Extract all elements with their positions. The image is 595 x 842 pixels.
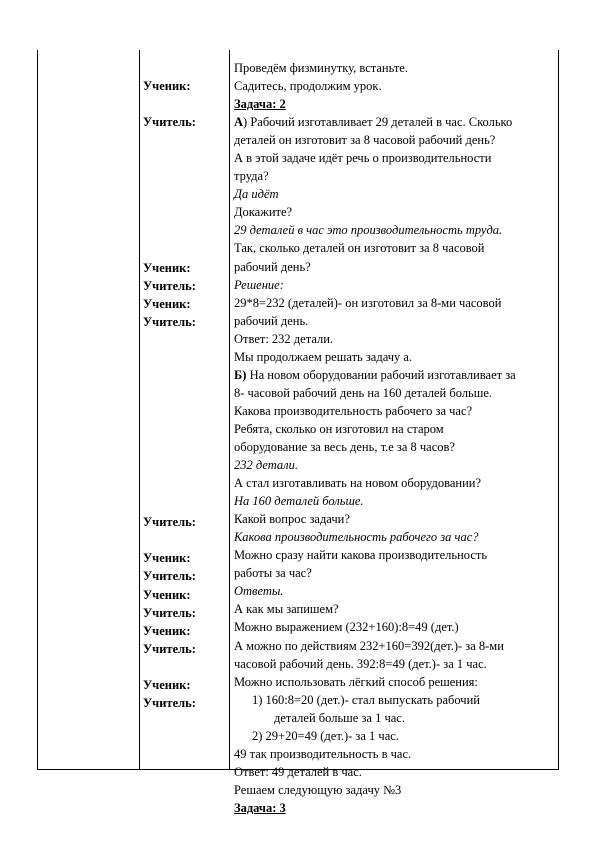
- task-heading: Задача: 3: [234, 800, 286, 815]
- student-answer: На 160 деталей больше.: [234, 494, 364, 509]
- text-line: оборудование за весь день, т.е за 8 часов?: [234, 439, 455, 454]
- text-line: 49 так производительность в час.: [234, 746, 412, 761]
- task-part-marker: А: [234, 115, 244, 130]
- table-border-right: [558, 50, 559, 770]
- text-line: Так, сколько деталей он изготовит за 8 часовой: [234, 241, 485, 256]
- text-line: рабочий день?: [234, 259, 311, 274]
- text-line: Садитесь, продолжим урок.: [234, 79, 382, 94]
- student-answer: 29 деталей в час это производительность труда.: [234, 223, 503, 238]
- role-label: Ученик:: [143, 551, 191, 565]
- task-heading: Задача: 2: [234, 97, 286, 112]
- text-line: рабочий день.: [234, 313, 309, 328]
- text-line: Какой вопрос задачи?: [234, 512, 350, 527]
- list-item: 1) 160:8=20 (дет.)- стал выпускать рабочий: [252, 692, 480, 707]
- role-label: Ученик:: [143, 588, 191, 602]
- text-line: Можно выражением (232+160):8=49 (дет.): [234, 620, 459, 635]
- role-label: Ученик:: [143, 79, 191, 93]
- text-line: Проведём физминутку, встаньте.: [234, 61, 408, 75]
- lesson-content: [234, 59, 556, 817]
- text-line: часовой рабочий день. 392:8=49 (дет.)- за 1 час.: [234, 656, 487, 671]
- list-item: 2) 29+20=49 (дет.)- за 1 час.: [252, 728, 399, 743]
- text-line: Докажите?: [234, 205, 293, 220]
- role-label: Ученик:: [143, 678, 191, 692]
- student-answer: Какова производительность рабочего за час?: [234, 530, 479, 545]
- role-label: Ученик:: [143, 261, 191, 275]
- role-label: Учитель:: [143, 696, 196, 710]
- role-label: Учитель:: [143, 315, 196, 329]
- text-line: деталей он изготовит за 8 часовой рабочий день?: [234, 133, 496, 148]
- role-label: Ученик:: [143, 297, 191, 311]
- text-line: А в этой задаче идёт речь о производительности: [234, 151, 492, 166]
- text-line: А как мы запишем?: [234, 602, 339, 617]
- text-line: А можно по действиям 232+160=392(дет.)- за 8-ми: [234, 638, 504, 653]
- role-label: Учитель:: [143, 642, 196, 656]
- student-answer: Решение:: [234, 277, 284, 292]
- text-line: Ответ: 232 детали.: [234, 331, 334, 346]
- text-line: 8- часовой рабочий день на 160 деталей больше.: [234, 385, 493, 400]
- role-label: Ученик:: [143, 624, 191, 638]
- role-label: Учитель:: [143, 279, 196, 293]
- text-line: Какова производительность рабочего за час?: [234, 403, 473, 418]
- role-label: Учитель:: [143, 569, 196, 583]
- task-part-marker: Б): [234, 367, 247, 382]
- table-border-left: [37, 50, 38, 770]
- role-label: Учитель:: [143, 606, 196, 620]
- text-line: труда?: [234, 169, 269, 184]
- student-answer: Да идёт: [234, 187, 279, 202]
- role-label: Учитель:: [143, 115, 196, 129]
- table-divider-1: [139, 50, 140, 770]
- text-line: 29*8=232 (деталей)- он изготовил за 8-ми часовой: [234, 295, 502, 310]
- text-line: Решаем следующую задачу №3: [234, 782, 402, 797]
- table-divider-2: [229, 50, 230, 770]
- text-line: Ребята, сколько он изготовил на старом: [234, 421, 444, 436]
- role-label: Учитель:: [143, 515, 196, 529]
- text-line: А стал изготавливать на новом оборудовании?: [234, 476, 482, 491]
- student-answer: 232 детали.: [234, 458, 298, 473]
- text-line: Мы продолжаем решать задачу а.: [234, 349, 413, 364]
- text-line: [234, 113, 556, 131]
- list-item-continuation: деталей больше за 1 час.: [274, 710, 405, 725]
- student-answer: Ответы.: [234, 584, 284, 599]
- text-line: Можно использовать лёгкий способ решения:: [234, 674, 478, 689]
- text-line: [234, 366, 556, 384]
- text-fragment: ) Рабочий изготавливает 29 деталей в час. Сколько: [243, 115, 513, 130]
- text-fragment: На новом оборудовании рабочий изготавливает за: [246, 367, 516, 382]
- text-line: работы за час?: [234, 566, 312, 581]
- text-line: Ответ: 49 деталей в час.: [234, 764, 362, 779]
- text-line: Можно сразу найти какова производительность: [234, 548, 488, 563]
